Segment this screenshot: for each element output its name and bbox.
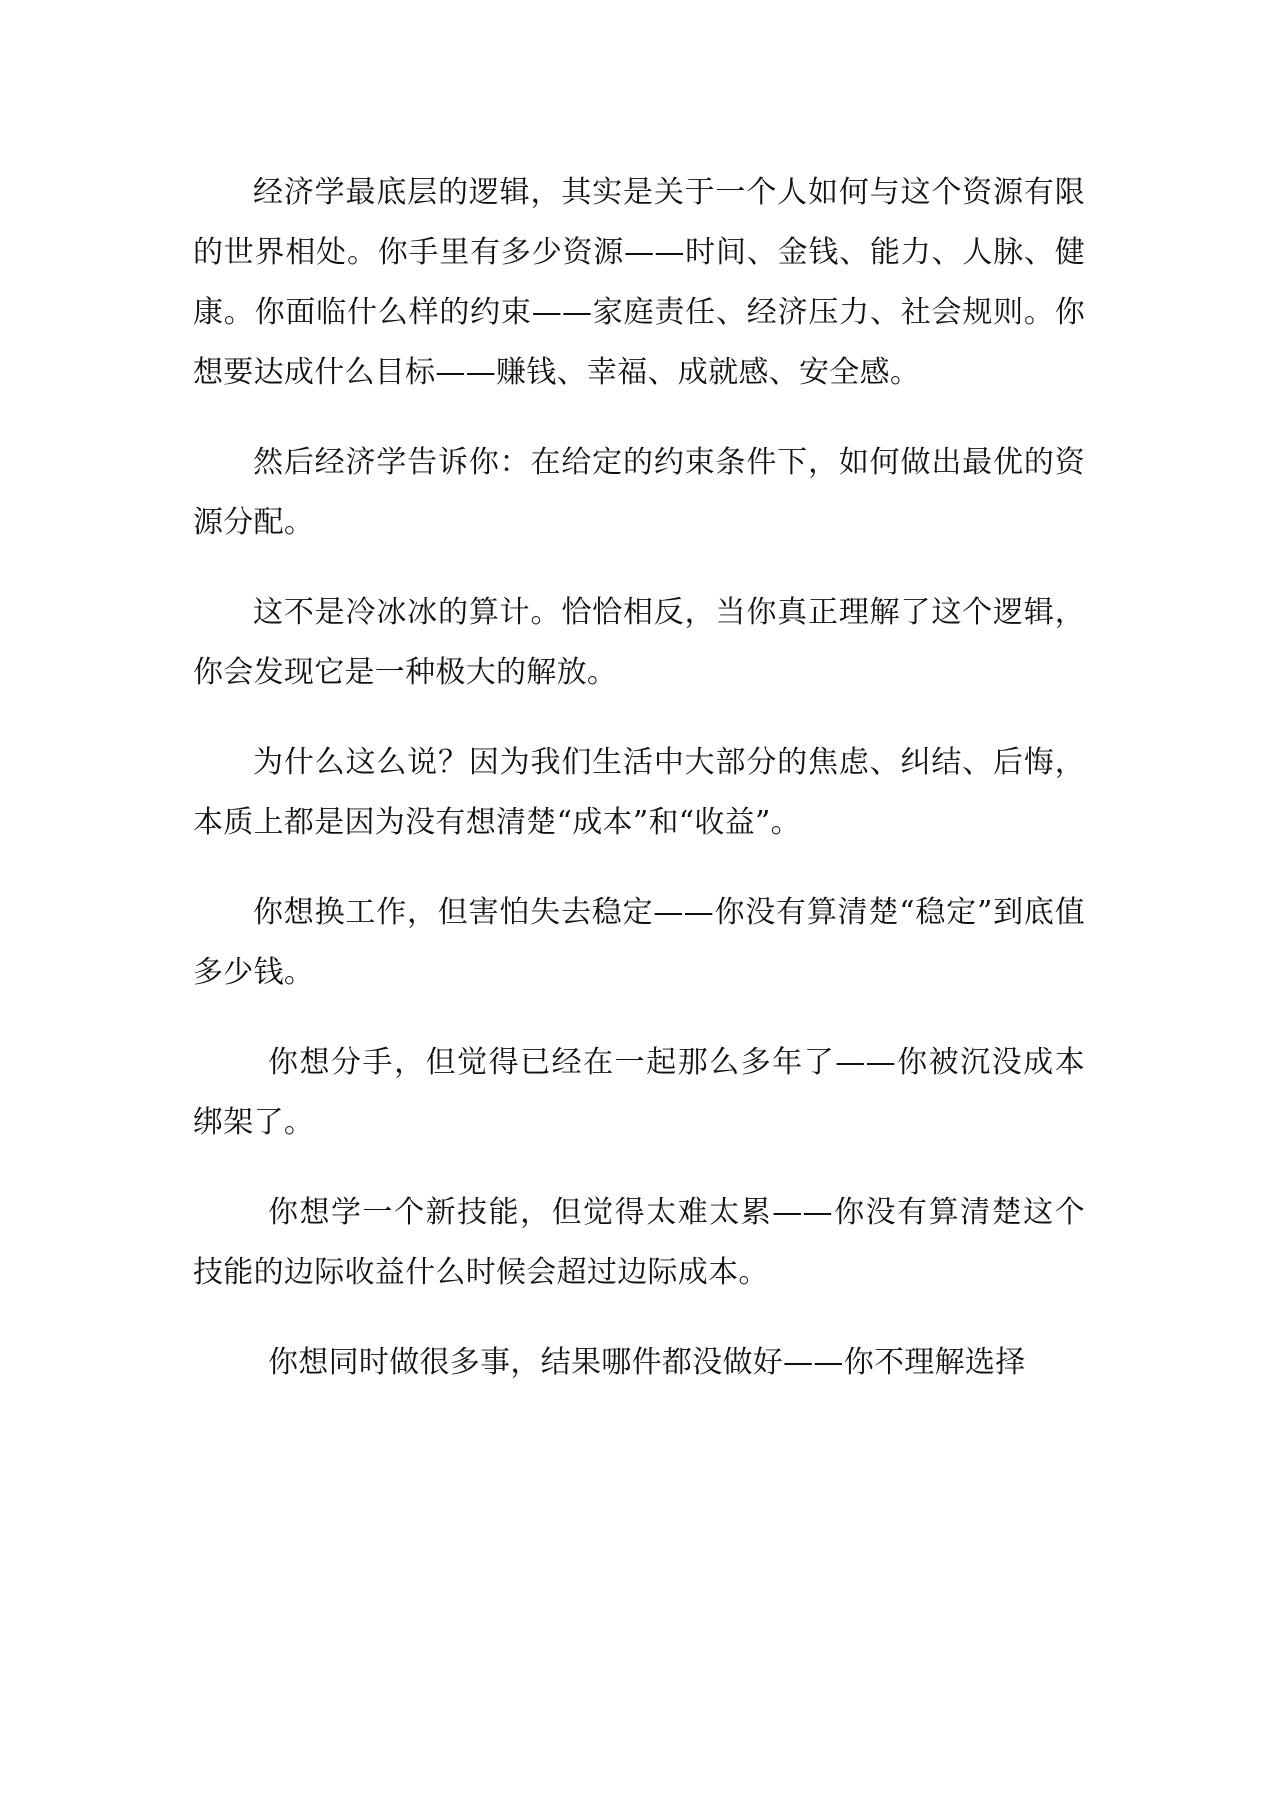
paragraph: 你想学一个新技能，但觉得太难太累——你没有算清楚这个技能的边际收益什么时候会超过边际成本。 — [193, 1195, 1085, 1290]
paragraph: 你想分手，但觉得已经在一起那么多年了——你被沉没成本绑架了。 — [193, 1045, 1085, 1140]
paragraph: 你想换工作，但害怕失去稳定——你没有算清楚“稳定”到底值多少钱。 — [193, 895, 1085, 990]
document-body — [193, 163, 1085, 1423]
paragraph: 为什么这么说？因为我们生活中大部分的焦虑、纠结、后悔，本质上都是因为没有想清楚“成本”和“收益”。 — [193, 745, 1085, 840]
paragraph: 这不是冷冰冰的算计。恰恰相反，当你真正理解了这个逻辑，你会发现它是一种极大的解放。 — [193, 595, 1085, 690]
paragraph: 经济学最底层的逻辑，其实是关于一个人如何与这个资源有限的世界相处。你手里有多少资源——时间、金钱、能力、人脉、健康。你面临什么样的约束——家庭责任、经济压力、社会规则。你想要达成什么目标——赚钱、幸福、成就感、安全感。 — [193, 175, 1085, 390]
paragraph: 然后经济学告诉你：在给定的约束条件下，如何做出最优的资源分配。 — [193, 445, 1085, 540]
paragraph: 你想同时做很多事，结果哪件都没做好——你不理解选择 — [268, 1345, 1026, 1380]
